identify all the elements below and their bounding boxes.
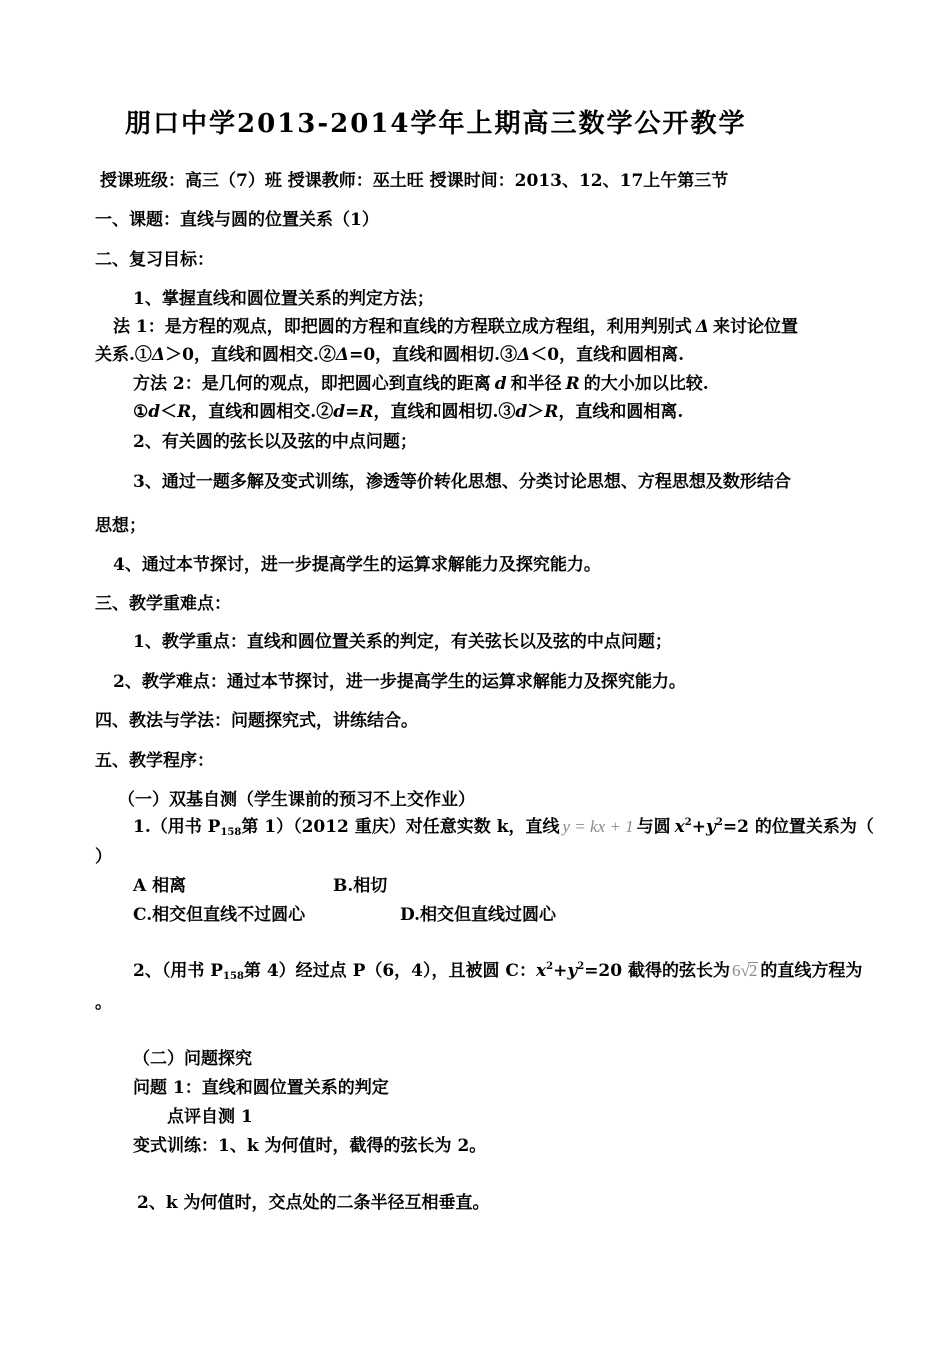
delta-symbol: Δ	[695, 317, 709, 337]
question-2: 2、（用书 $P_{158}$第 4）经过点 P（6，4），且被圆 C：$x^2+y^2=20$ 截得的弦长为 6√2 的直线方程为	[133, 961, 863, 982]
key-point-1: 1、教学重点：直线和圆位置关系的判定，有关弦长以及弦的中点问题；	[133, 632, 672, 652]
question-1: 1.（用书 $P_{158}$第 1）（2012 重庆）对任意实数 k，直线 y = kx + 1 与圆 $x^2+y^2=2$ 的位置关系为（	[133, 817, 874, 838]
goals-heading: 二、复习目标：	[95, 250, 214, 270]
method-1-line-2: 关系.①Δ＞0，直线和圆相交.②Δ=0，直线和圆相切.③Δ＜0，直线和圆相离.	[95, 345, 685, 365]
goal-3-line-2: 思想；	[95, 516, 146, 536]
class-info: 授课班级：高三（7）班 授课教师：巫土旺 授课时间：2013、12、17上午第三节	[100, 171, 729, 191]
problem-1: 问题 1：直线和圆位置关系的判定	[133, 1078, 389, 1098]
method-line: 四、教法与学法：问题探究式，讲练结合。	[95, 711, 418, 731]
option-d: D.相交但直线过圆心	[400, 905, 557, 925]
goal-4: 4、通过本节探讨，进一步提高学生的运算求解能力及探究能力。	[113, 555, 601, 575]
option-a: A 相离	[133, 876, 187, 896]
option-c: C.相交但直线不过圆心	[133, 905, 306, 925]
review-test-1: 点评自测 1	[167, 1107, 253, 1127]
question-2-end: 。	[95, 993, 112, 1013]
part-1-heading: （一）双基自测（学生课前的预习不上交作业）	[118, 790, 475, 810]
part-2-heading: （二）问题探究	[133, 1049, 252, 1069]
topic-line	[95, 209, 379, 231]
chord-length: 6√2	[732, 961, 758, 980]
goal-2: 2、有关圆的弦长以及弦的中点问题；	[133, 432, 417, 452]
key-point-2: 2、教学难点：通过本节探讨，进一步提高学生的运算求解能力及探究能力。	[113, 672, 686, 692]
option-b: B.相切	[333, 876, 388, 896]
goal-3-line-1: 3、通过一题多解及变式训练，渗透等价转化思想、分类讨论思想、方程思想及数形结合	[133, 472, 791, 492]
goal-1: 1、掌握直线和圆位置关系的判定方法；	[133, 289, 434, 309]
key-heading: 三、教学重难点：	[95, 594, 231, 614]
topic-label: 一、课题：	[95, 210, 180, 230]
variant-training-2: 2、k 为何值时，交点处的二条半径互相垂直。	[137, 1193, 490, 1213]
variant-training-1: 变式训练：1、k 为何值时，截得的弦长为 2。	[133, 1136, 487, 1156]
line-equation: y = kx + 1	[562, 817, 634, 836]
method-1-line-1: 法 1：是方程的观点，即把圆的方程和直线的方程联立成方程组，利用判别式 Δ 来讨论位置	[113, 317, 798, 337]
page-title: 朋口中学2013-2014学年上期高三数学公开教学	[125, 109, 747, 139]
procedure-heading: 五、教学程序：	[95, 751, 214, 771]
question-1-end: ）	[95, 847, 112, 867]
topic-text: 直线与圆的位置关系（1）	[180, 210, 379, 230]
method-2-line-1: 方法 2：是几何的观点，即把圆心到直线的距离 d 和半径 R 的大小加以比较.	[133, 374, 709, 394]
method-2-line-2: ①d＜R，直线和圆相交.②d=R，直线和圆相切.③d＞R，直线和圆相离.	[133, 402, 684, 422]
